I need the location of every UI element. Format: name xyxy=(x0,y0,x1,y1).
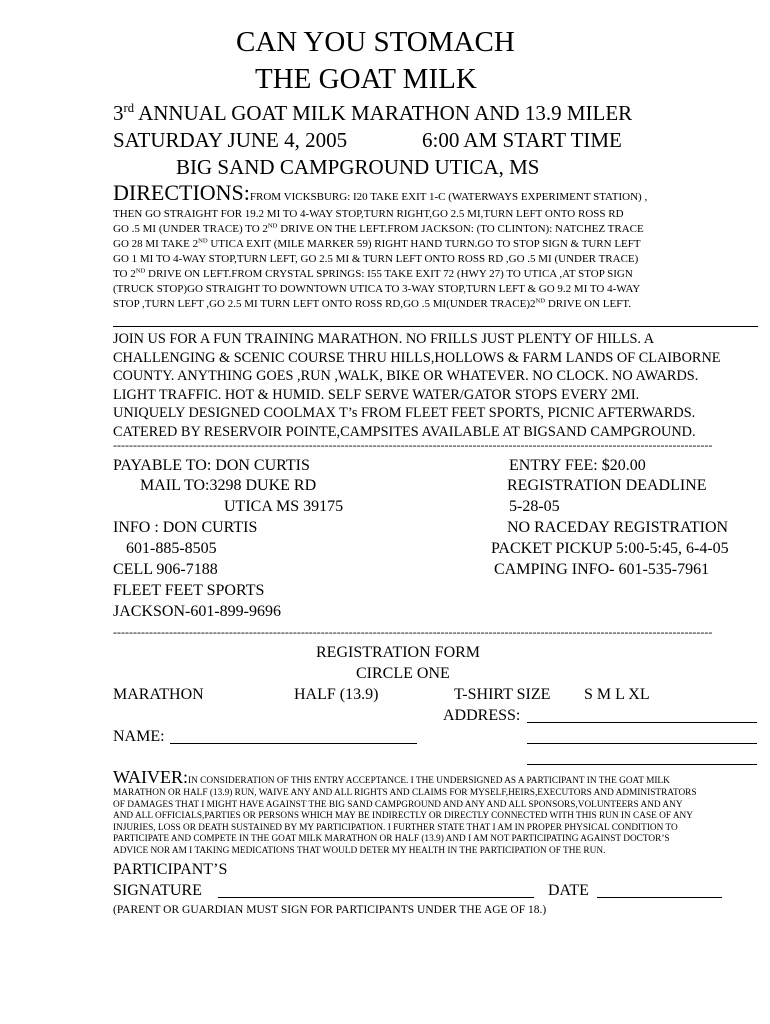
camping-info: CAMPING INFO- 601-535-7961 xyxy=(494,561,710,578)
date-field[interactable] xyxy=(597,897,722,898)
address-line-3[interactable] xyxy=(527,764,757,765)
entry-fee: ENTRY FEE: $20.00 xyxy=(509,457,646,474)
form-heading: REGISTRATION FORM xyxy=(316,644,481,661)
dashed-divider: ------------------------------------------------------------------------------------------------------------------------------------------------------ xyxy=(113,439,713,451)
mail-to: MAIL TO:3298 DUKE RD xyxy=(140,477,317,494)
start-time: 6:00 AM START TIME xyxy=(422,128,622,152)
dashed-divider-2: ------------------------------------------------------------------------------------------------------------------------------------------------------ xyxy=(113,626,713,638)
option-half[interactable]: HALF (13.9) xyxy=(294,686,379,703)
deadline-label: REGISTRATION DEADLINE xyxy=(507,477,707,494)
fleet-feet: FLEET FEET SPORTS xyxy=(113,582,265,599)
info-paragraph: JOIN US FOR A FUN TRAINING MARATHON. NO FRILLS JUST PLENTY OF HILLS. A CHALLENGING & SCENIC COURSE THRU HILLS,HOLLOWS & FARM LANDS OF CLAIBORNE COUNTY. ANYTHING GOES ,RUN ,WALK, BIKE OR WHATEVER. NO CLOCK. NO AWARDS. LIGHT TRAFFIC. HOT & HUMID. SELF SERVE WATER/GATOR STOPS EVERY 2MI. UNIQUELY DESIGNED COOLMAX T’s FROM FLEET FEET SPORTS, PICNIC AFTERWARDS. CATERED BY RESERVOIR POINTE,CAMPSITES AVAILABLE AT BIGSAND CAMPGROUND. xyxy=(113,331,721,440)
annual-line: 3rd ANNUAL GOAT MILK MARATHON AND 13.9 MILER xyxy=(113,101,633,125)
info-contact: INFO : DON CURTIS xyxy=(113,519,258,536)
mail-city: UTICA MS 39175 xyxy=(224,498,344,515)
signature-field[interactable] xyxy=(218,897,534,898)
title-line-1: CAN YOU STOMACH xyxy=(236,26,515,58)
signature-label: SIGNATURE xyxy=(113,882,202,899)
no-raceday: NO RACEDAY REGISTRATION xyxy=(507,519,729,536)
tshirt-size-label: T-SHIRT SIZE xyxy=(454,686,551,703)
waiver-text: MARATHON OR HALF (13.9) RUN, WAIVE ANY AND ALL RIGHTS AND CLAIMS FOR MYSELF,HEIRS,EXECUTORS AND ADMINISTRATORS OF DAMAGES THAT I MIGHT HAVE AGAINST THE BIG SAND CAMPGROUND AND ANY AND ALL SPONSORS,VOLUNTEERS AND ANY AND ALL OFFICIALS,PARTIES OR PERSONS WHICH MAY BE INDIRECTLY OR DIRECTLY CONNECTED WITH THIS RUN IN CASE OF ANY INJURIES, LOSS OR DEATH SUSTAINED BY MY PARTICIPATION. I FURTHER STATE THAT I AM IN PROPER PHYSICAL CONDITION TO PARTICIPATE AND COMPETE IN THE GOAT MILK MARATHON OR HALF (13.9) AND I AM NOT PARTICIPATING AGAINST DOCTOR’S ADVICE NOR AM I TAKING MEDICATIONS THAT WOULD DETER MY HEALTH IN THE PARTICIPATION OF THE RUN. xyxy=(113,788,697,856)
cell-phone: CELL 906-7188 xyxy=(113,561,218,578)
address-line-1[interactable] xyxy=(527,722,757,723)
address-label: ADDRESS: xyxy=(443,707,521,724)
address-line-2[interactable] xyxy=(527,743,757,744)
event-location: BIG SAND CAMPGROUND UTICA, MS xyxy=(176,155,540,179)
name-label: NAME: xyxy=(113,728,165,745)
section-divider xyxy=(113,326,758,327)
tshirt-sizes[interactable]: S M L XL xyxy=(584,686,650,703)
event-date: SATURDAY JUNE 4, 2005 xyxy=(113,128,348,152)
info-phone: 601-885-8505 xyxy=(126,540,217,557)
waiver-first-line: WAIVER:IN CONSIDERATION OF THIS ENTRY ACCEPTANCE. I THE UNDERSIGNED AS A PARTICIPANT IN THE GOAT MILK xyxy=(113,767,670,787)
date-label: DATE xyxy=(548,882,589,899)
directions-text: THEN GO STRAIGHT FOR 19.2 MI TO 4-WAY STOP,TURN RIGHT,GO 2.5 MI,TURN LEFT ONTO ROSS RD GO .5 MI (UNDER TRACE) TO 2ND DRIVE ON THE LEFT.FROM JACKSON: (TO CLINTON): NATCHEZ TRACE GO 28 MI TAKE 2ND UTICA EXIT (MILE MARKER 59) RIGHT HAND TURN.GO TO STOP SIGN & TURN LEFT GO 1 MI TO 4-WAY STOP,TURN LEFT, GO 2.5 MI & TURN LEFT ONTO ROSS RD ,GO .5 MI (UNDER TRACE) TO 2ND DRIVE ON LEFT.FROM CRYSTAL SPRINGS: I55 TAKE EXIT 72 (HWY 27) TO UTICA ,AT STOP SIGN (TRUCK STOP)GO STRAIGHT TO DOWNTOWN UTICA TO 3-WAY STOP,TURN LEFT & GO 9.2 MI TO 4-WAY STOP ,TURN LEFT ,GO 2.5 MI TURN LEFT ONTO ROSS RD,GO .5 MI(UNDER TRACE)2ND DRIVE ON LEFT. xyxy=(113,208,644,310)
participants-label: PARTICIPANT’S xyxy=(113,861,228,878)
payable-to: PAYABLE TO: DON CURTIS xyxy=(113,457,310,474)
waiver-heading: WAIVER: xyxy=(113,767,188,787)
circle-one: CIRCLE ONE xyxy=(356,665,450,682)
option-marathon[interactable]: MARATHON xyxy=(113,686,204,703)
guardian-note: (PARENT OR GUARDIAN MUST SIGN FOR PARTICIPANTS UNDER THE AGE OF 18.) xyxy=(113,904,547,916)
packet-pickup: PACKET PICKUP 5:00-5:45, 6-4-05 xyxy=(491,540,729,557)
jackson-phone: JACKSON-601-899-9696 xyxy=(113,603,281,620)
directions-heading: DIRECTIONS: xyxy=(113,180,250,205)
deadline-date: 5-28-05 xyxy=(509,498,560,515)
title-line-2: THE GOAT MILK xyxy=(255,63,477,95)
directions-first-line: DIRECTIONS:FROM VICKSBURG: I20 TAKE EXIT 1-C (WATERWAYS EXPERIMENT STATION) , xyxy=(113,180,648,205)
name-field[interactable] xyxy=(170,743,417,744)
